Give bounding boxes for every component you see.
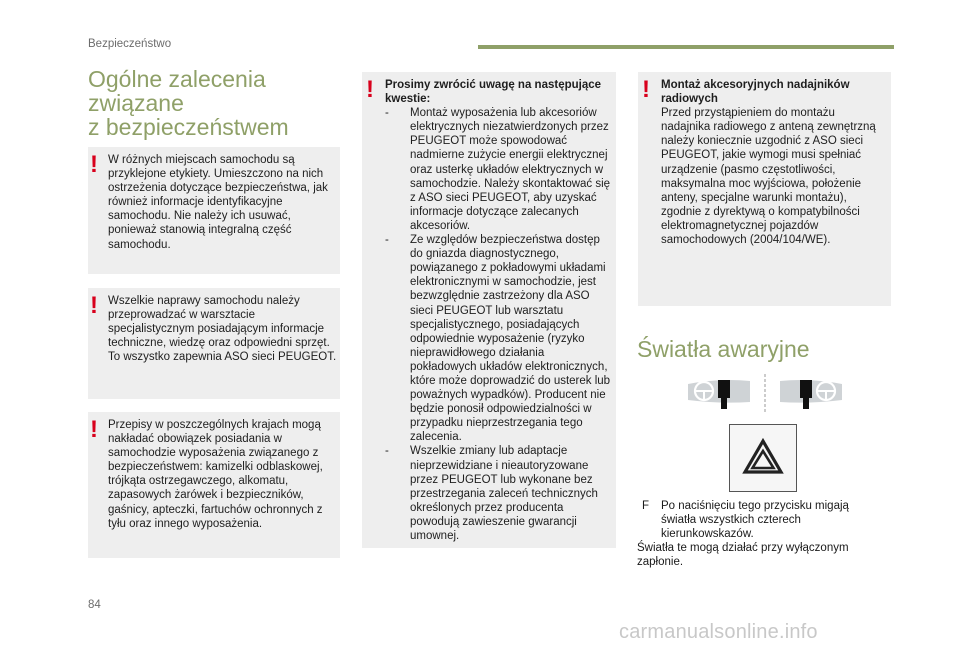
page-title: Ogólne zalecenia związane z bezpieczeństwem (88, 66, 289, 140)
section-label: Bezpieczeństwo (88, 38, 172, 50)
hazard-note: Światła te mogą działać przy wyłączonym zapłonie. (637, 542, 849, 569)
section-divider (478, 45, 894, 49)
watermark: carmanualsonline.info (619, 621, 818, 643)
warning-text-labels: W różnych miejscach samochodu są przyklejone etykiety. Umieszczono na nich ostrzeżenia dotyczące bezpieczeństwa, jak również informacje identyfikacyjne samochodu. Nie należy ich usuwać, ponieważ stanowią integralną część samochodu. (108, 154, 328, 251)
warning-icon: ! (90, 416, 98, 443)
warning-icon: ! (642, 76, 650, 103)
notes-list (385, 106, 613, 543)
radio-title: Montaż akcesoryjnych nadajników radiowych (661, 79, 850, 106)
warning-icon: ! (366, 76, 374, 103)
list-item: - Montaż wyposażenia lub akcesoriów elektrycznych niezatwierdzonych przez PEUGEOT może spowodować nadmierne zużycie energii elektrycznej oraz usterkę układów elektrycznych w samochodzie. Należy skontaktować się z ASO sieci PEUGEOT, aby uzyskać informacje dotyczące zalecanych akcesoriów. (385, 107, 611, 232)
hazard-instructions (637, 499, 887, 569)
notes-content (385, 78, 613, 543)
notes-title: Prosimy zwrócić uwagę na następujące kwestie: (385, 79, 602, 106)
radio-text: Przed przystąpieniem do montażu nadajnika radiowego z anteną zewnętrzną należy koniecznie uzgodnić z ASO sieci PEUGEOT, jakie wymogi musi spełniać urządzenie (pasmo częstotliwości, maksymalna moc wyjściowa, położenie anteny, specjalne warunki montażu), zgodnie z dyrektywą o kompatybilności elektromagnetycznej pojazdów samochodowych (2004/104/WE). (661, 107, 876, 247)
list-item: - Wszelkie zmiany lub adaptacje nieprzewidziane i nieautoryzowane przez PEUGEOT lub wykonane bez przestrzegania zaleceń technicznych określonych przez producenta powodują zawieszenie gwarancji umownej. (385, 445, 598, 542)
hazard-step: F Po naciśnięciu tego przycisku migają światła wszystkich czterech kierunkowskazów. (642, 500, 849, 541)
hazard-triangle-icon (730, 425, 796, 491)
bullet-icon: F (642, 500, 650, 512)
hazard-button[interactable] (729, 424, 797, 492)
warning-icon: ! (90, 292, 98, 319)
warning-text-repairs: Wszelkie naprawy samochodu należy przeprowadzać w warsztacie specjalistycznym posiadającym informacje techniczne, wiedzę oraz odpowiedni sprzęt. To wszystko zapewnia ASO sieci PEUGEOT. (108, 295, 337, 364)
radio-content (661, 78, 887, 247)
page-number: 84 (88, 599, 101, 611)
warning-text-regulations: Przepisy w poszczególnych krajach mogą nakładać obowiązek posiadania w samochodzie wyposażenia związanego z bezpieczeństwem: kamizelki odblaskowej, trójkąta ostrzegawczego, alkomatu, zapasowych żarówek i bezpieczników, gaśnicy, apteczki, fartuchów ochronnych z tyłu oraz innego wyposażenia. (108, 419, 323, 530)
right-hand-drive-dashboard (780, 380, 842, 409)
dashboard-illustration (680, 372, 850, 414)
list-item: - Ze względów bezpieczeństwa dostęp do gniazda diagnostycznego, powiązanego z pokładowymi układami elektronicznymi w samochodzie, jest bezwzględnie zastrzeżony dla ASO sieci PEUGEOT lub warsztatu specjalistycznego, posiadających odpowiednie wyposażenie (ryzyko nieprawidłowego działania pokładowych układów elektronicznych, które może doprowadzić do usterek lub poważnych wypadków). Producent nie będzie ponosił odpowiedzialności w przypadku nieprzestrzegania tego zalecenia. (385, 234, 611, 444)
left-hand-drive-dashboard (688, 380, 750, 409)
warning-icon: ! (90, 151, 98, 178)
hazard-section-title: Światła awaryjne (637, 336, 810, 362)
